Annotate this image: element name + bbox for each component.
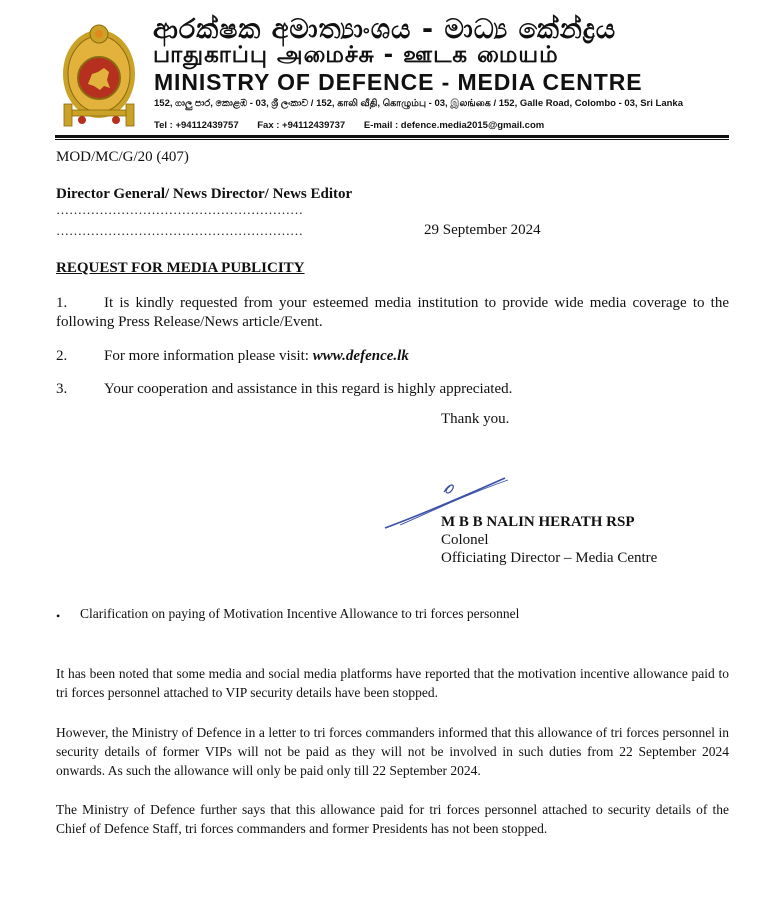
paragraph-3: Your cooperation and assistance in this regard is highly appreciated. xyxy=(104,381,513,397)
addressee: Director General/ News Director/ News Editor xyxy=(56,186,353,202)
signatory-rank: Colonel xyxy=(441,532,489,548)
sri-lanka-emblem-icon xyxy=(60,18,138,128)
letterhead-title-tamil: பாதுகாப்பு அமைச்சு - ஊடக மையம் xyxy=(153,42,559,68)
release-paragraph: The Ministry of Defence further says that this allowance paid for tri forces personnel attached to security details of the Chief of Defence Staff, tri forces commanders and former Presidents has not been stopped. xyxy=(56,802,729,836)
letterhead-title-english: MINISTRY OF DEFENCE - MEDIA CENTRE xyxy=(154,69,643,95)
letterhead-title-sinhala: ආරක්ෂක අමාත්‍යාංශය - මාධ්‍ය කේන්ද්‍රය xyxy=(153,14,617,45)
release-paragraph: It has been noted that some media and social media platforms have reported that the motivation incentive allowance paid to tri forces personnel attached to VIP security details have been stopped. xyxy=(56,666,729,700)
bullet-icon: • xyxy=(56,609,61,623)
letter-date: 29 September 2024 xyxy=(424,222,541,238)
addressee-blank-line-2: ………………………………………………… xyxy=(56,223,303,238)
letter-subject: REQUEST FOR MEDIA PUBLICITY xyxy=(56,260,305,276)
addressee-blank-line-1: ………………………………………………… xyxy=(56,202,303,217)
closing-thanks: Thank you. xyxy=(441,411,510,427)
paragraph-2 xyxy=(104,347,409,366)
paragraph-2-number: 2. xyxy=(56,348,68,364)
letterhead-contact xyxy=(154,120,560,131)
letterhead-address: 152, ගාලු පාර, කොළඹ - 03, ශ්‍රී ලංකාව / 152, காலி வீதி, கொழும்பு - 03, இலங்கை / 152, Galle Road, Colombo - 03, Sri Lanka xyxy=(154,98,683,109)
paragraph-2-text: For more information please visit: xyxy=(104,348,313,364)
letterhead-divider-thin xyxy=(55,139,729,140)
paragraph-3-number: 3. xyxy=(56,381,68,397)
fax-number: Fax : +94112439737 xyxy=(257,120,346,131)
paragraph-1-number: 1. xyxy=(56,295,68,311)
release-headline: Clarification on paying of Motivation Incentive Allowance to tri forces personnel xyxy=(80,606,520,621)
website-link[interactable]: www.defence.lk xyxy=(312,348,409,364)
signatory-title: Officiating Director – Media Centre xyxy=(441,550,658,566)
paragraph-1: It is kindly requested from your esteemed media institution to provide wide media coverage to the following Press Release/News article/Event. xyxy=(56,295,729,330)
telephone-number: Tel : +94112439757 xyxy=(154,120,239,131)
signatory-name: M B B NALIN HERATH RSP xyxy=(441,514,635,530)
release-paragraph: However, the Ministry of Defence in a letter to tri forces commanders informed that this allowance of tri forces personnel in security details of former VIPs will not be paid as they will not be involved in such duties from 22 September 2024 onwards. As such the allowance will only be paid only till 22 September 2024. xyxy=(56,725,729,778)
reference-number: MOD/MC/G/20 (407) xyxy=(56,149,189,165)
email-address: E-mail : defence.media2015@gmail.com xyxy=(363,120,545,131)
letterhead-divider-thick xyxy=(55,135,729,138)
